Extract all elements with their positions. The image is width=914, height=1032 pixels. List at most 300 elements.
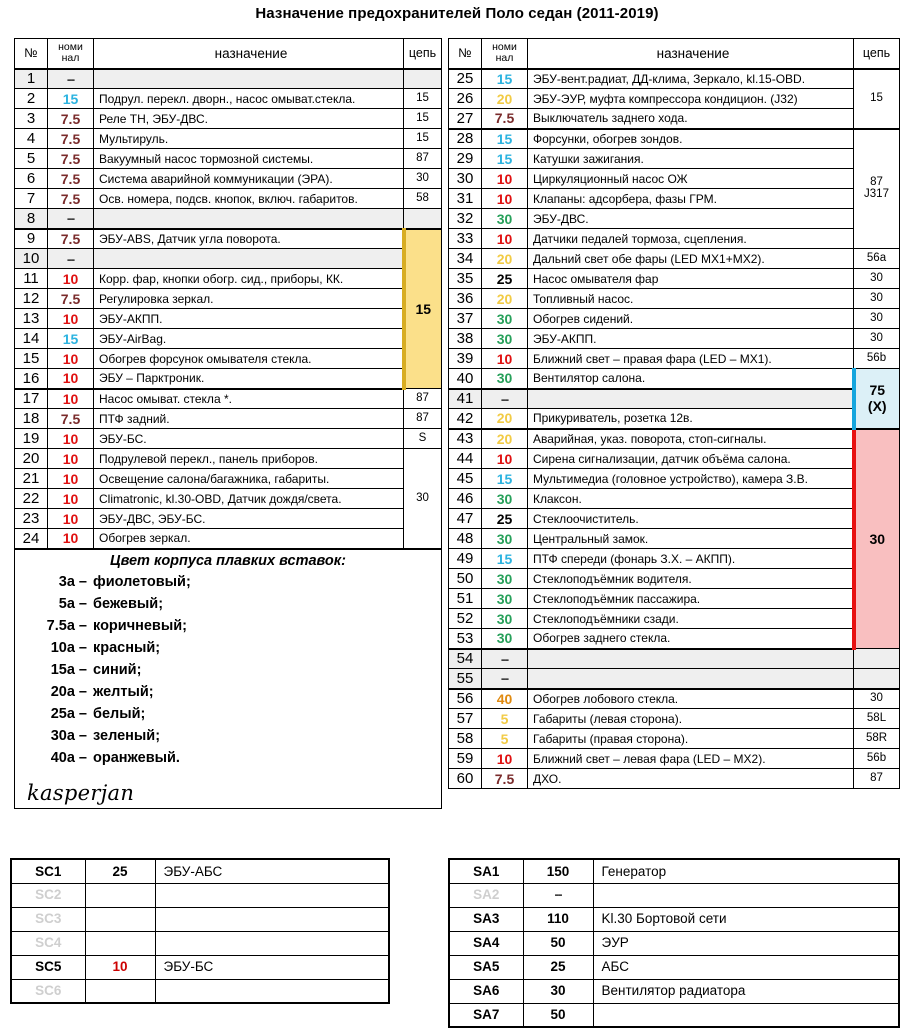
sc-fuse-table-wrapper xyxy=(10,858,390,1004)
sa-id-cell: SA4 xyxy=(449,931,523,955)
fuse-circuit-cell: 87 xyxy=(854,769,900,789)
fuse-description-cell: Обогрев заднего стекла. xyxy=(528,629,854,649)
fuse-description-cell xyxy=(528,669,854,689)
fuse-rating-cell: 5 xyxy=(482,709,528,729)
table-row xyxy=(449,429,900,449)
fuse-number-cell: 21 xyxy=(15,469,48,489)
table-row xyxy=(15,489,442,509)
fuse-description-cell: Насос омывателя фар xyxy=(528,269,854,289)
table-row xyxy=(15,369,442,389)
fuse-rating-cell: 10 xyxy=(482,189,528,209)
legend-item-color: бежевый; xyxy=(93,596,164,613)
legend-item xyxy=(15,703,441,725)
fuse-number-cell: 27 xyxy=(449,109,482,129)
table-row xyxy=(449,89,900,109)
fuse-rating-cell: 25 xyxy=(482,269,528,289)
fuse-rating-cell: 30 xyxy=(482,609,528,629)
circuit-group-30: 30 xyxy=(854,429,900,649)
sa-description-cell: Вентилятор радиатора xyxy=(593,979,899,1003)
sc-id-cell: SC6 xyxy=(11,979,85,1003)
fuse-rating-cell: 10 xyxy=(48,369,94,389)
legend-item-rating: 7.5а – xyxy=(46,618,87,635)
fuse-description-cell: Вакуумный насос тормозной системы. xyxy=(94,149,404,169)
table-row xyxy=(449,769,900,789)
table-row xyxy=(449,529,900,549)
fuse-circuit-cell xyxy=(854,669,900,689)
fuse-number-cell: 17 xyxy=(15,389,48,409)
table-row xyxy=(449,189,900,209)
table-row xyxy=(449,629,900,649)
table-row xyxy=(15,109,442,129)
fuse-description-cell: ЭБУ-ДВС, ЭБУ-БС. xyxy=(94,509,404,529)
table-row xyxy=(15,129,442,149)
sc-rating-cell: 25 xyxy=(85,859,155,883)
sc-description-cell xyxy=(155,979,389,1003)
fuse-description-cell: Подрулевой перекл., панель приборов. xyxy=(94,449,404,469)
sc-id-cell: SC4 xyxy=(11,931,85,955)
fuse-description-cell xyxy=(94,209,404,229)
fuse-description-cell: Катушки зажигания. xyxy=(528,149,854,169)
fuse-rating-cell: 10 xyxy=(48,489,94,509)
fuse-description-cell: Осв. номера, подсв. кнопок, включ. габаритов. xyxy=(94,189,404,209)
table-row xyxy=(449,729,900,749)
fuse-description-cell: Подрул. перекл. дворн., насос омыват.стекла. xyxy=(94,89,404,109)
table-row xyxy=(449,449,900,469)
table-row xyxy=(449,309,900,329)
legend-item-rating: 30а – xyxy=(50,728,87,745)
table-row xyxy=(15,249,442,269)
fuse-description-cell: Обогрев форсунок омывателя стекла. xyxy=(94,349,404,369)
table-row xyxy=(15,229,442,249)
fuse-rating-cell: 10 xyxy=(48,429,94,449)
fuse-rating-cell: 10 xyxy=(48,309,94,329)
table-row xyxy=(15,529,442,549)
fuse-rating-cell: 7.5 xyxy=(48,149,94,169)
table-row xyxy=(15,189,442,209)
right-fuse-table xyxy=(448,38,900,789)
sa-row xyxy=(449,907,899,931)
fuse-number-cell: 19 xyxy=(15,429,48,449)
table-row xyxy=(449,349,900,369)
legend-item xyxy=(15,681,441,703)
fuse-rating-cell: 15 xyxy=(482,469,528,489)
fuse-number-cell: 9 xyxy=(15,229,48,249)
fuse-circuit-cell: 87 xyxy=(404,149,442,169)
sc-row xyxy=(11,883,389,907)
fuse-description-cell: Габариты (правая сторона). xyxy=(528,729,854,749)
sc-row xyxy=(11,859,389,883)
header-nominal: номи нал xyxy=(482,39,528,69)
table-row xyxy=(449,409,900,429)
fuse-rating-cell: 7.5 xyxy=(48,169,94,189)
fuse-number-cell: 6 xyxy=(15,169,48,189)
table-row xyxy=(15,169,442,189)
fuse-rating-cell: 10 xyxy=(482,229,528,249)
fuse-rating-cell: 7.5 xyxy=(48,189,94,209)
header-purpose: назначение xyxy=(528,39,854,69)
fuse-description-cell: Клапаны: адсорбера, фазы ГРМ. xyxy=(528,189,854,209)
table-row xyxy=(15,389,442,409)
circuit-group-30: 30 xyxy=(404,449,442,549)
fuse-description-cell: Габариты (левая сторона). xyxy=(528,709,854,729)
sa-row xyxy=(449,955,899,979)
table-row xyxy=(15,429,442,449)
table-row xyxy=(15,509,442,529)
fuse-number-cell: 31 xyxy=(449,189,482,209)
fuse-circuit-cell: 56a xyxy=(854,249,900,269)
fuse-number-cell: 45 xyxy=(449,469,482,489)
fuse-rating-cell: 5 xyxy=(482,729,528,749)
fuse-rating-cell: 10 xyxy=(48,389,94,409)
fuse-number-cell: 24 xyxy=(15,529,48,549)
fuse-description-cell: Обогрев лобового стекла. xyxy=(528,689,854,709)
fuse-number-cell: 11 xyxy=(15,269,48,289)
fuse-rating-cell: -- xyxy=(48,209,94,229)
fuse-circuit-cell: 58R xyxy=(854,729,900,749)
table-row xyxy=(15,309,442,329)
table-row xyxy=(449,389,900,409)
table-row xyxy=(449,749,900,769)
table-row xyxy=(449,169,900,189)
table-row xyxy=(449,689,900,709)
fuse-description-cell: Реле ТН, ЭБУ-ДВС. xyxy=(94,109,404,129)
sa-rating-cell: 150 xyxy=(523,859,593,883)
fuse-rating-cell: 30 xyxy=(482,569,528,589)
sa-row xyxy=(449,979,899,1003)
sa-id-cell: SA2 xyxy=(449,883,523,907)
fuse-description-cell: Вентилятор салона. xyxy=(528,369,854,389)
sc-id-cell: SC3 xyxy=(11,907,85,931)
table-row xyxy=(15,89,442,109)
table-row xyxy=(15,409,442,429)
sa-id-cell: SA6 xyxy=(449,979,523,1003)
sc-row xyxy=(11,955,389,979)
fuse-description-cell: Стеклоочиститель. xyxy=(528,509,854,529)
header-circuit: цепь xyxy=(404,39,442,69)
fuse-rating-cell: 15 xyxy=(482,549,528,569)
fuse-number-cell: 25 xyxy=(449,69,482,89)
table-row xyxy=(449,509,900,529)
legend-item-rating: 5а – xyxy=(58,596,87,613)
legend-item-rating: 20а – xyxy=(50,684,87,701)
fuse-description-cell: Корр. фар, кнопки обогр. сид., приборы, КК. xyxy=(94,269,404,289)
sc-id-cell: SC2 xyxy=(11,883,85,907)
fuse-description-cell: Стеклоподъёмник водителя. xyxy=(528,569,854,589)
left-fuse-table xyxy=(14,38,442,809)
fuse-number-cell: 44 xyxy=(449,449,482,469)
header-no: № xyxy=(449,39,482,69)
table-row xyxy=(449,649,900,669)
author-signature: kasperjan xyxy=(27,781,135,806)
table-row xyxy=(449,249,900,269)
circuit-group-15-yellow: 15 xyxy=(404,229,442,389)
fuse-circuit-cell: 30 xyxy=(854,289,900,309)
table-row xyxy=(15,329,442,349)
sa-description-cell: АБС xyxy=(593,955,899,979)
fuse-rating-cell: 10 xyxy=(48,469,94,489)
fuse-number-cell: 49 xyxy=(449,549,482,569)
fuse-color-legend xyxy=(15,549,442,809)
fuse-description-cell xyxy=(94,249,404,269)
fuse-number-cell: 57 xyxy=(449,709,482,729)
table-row xyxy=(15,269,442,289)
fuse-rating-cell: 7.5 xyxy=(48,289,94,309)
fuse-number-cell: 35 xyxy=(449,269,482,289)
sa-row xyxy=(449,859,899,883)
fuse-number-cell: 56 xyxy=(449,689,482,709)
sa-row xyxy=(449,883,899,907)
sc-id-cell: SC1 xyxy=(11,859,85,883)
fuse-circuit-cell xyxy=(854,649,900,669)
fuse-rating-cell: 10 xyxy=(482,449,528,469)
sa-id-cell: SA7 xyxy=(449,1003,523,1027)
fuse-number-cell: 29 xyxy=(449,149,482,169)
table-row xyxy=(15,449,442,469)
fuse-rating-cell: 25 xyxy=(482,509,528,529)
table-row xyxy=(15,469,442,489)
table-row xyxy=(449,549,900,569)
table-row xyxy=(449,229,900,249)
sa-row xyxy=(449,931,899,955)
fuse-number-cell: 48 xyxy=(449,529,482,549)
fuse-number-cell: 55 xyxy=(449,669,482,689)
fuse-number-cell: 22 xyxy=(15,489,48,509)
fuse-description-cell: ЭБУ-ДВС. xyxy=(528,209,854,229)
fuse-description-cell xyxy=(94,69,404,89)
fuse-number-cell: 50 xyxy=(449,569,482,589)
fuse-rating-cell: 7.5 xyxy=(482,769,528,789)
legend-list xyxy=(15,571,441,769)
table-row xyxy=(449,589,900,609)
fuse-number-cell: 37 xyxy=(449,309,482,329)
legend-title: Цвет корпуса плавких вставок: xyxy=(110,552,346,569)
fuse-description-cell: ЭБУ-AirBag. xyxy=(94,329,404,349)
fuse-number-cell: 58 xyxy=(449,729,482,749)
fuse-description-cell: ПТФ задний. xyxy=(94,409,404,429)
sa-description-cell xyxy=(593,1003,899,1027)
fuse-number-cell: 8 xyxy=(15,209,48,229)
fuse-number-cell: 46 xyxy=(449,489,482,509)
fuse-description-cell: Насос омыват. стекла *. xyxy=(94,389,404,409)
fuse-circuit-cell: 15 xyxy=(404,89,442,109)
sa-description-cell: Kl.30 Бортовой сети xyxy=(593,907,899,931)
table-row xyxy=(449,149,900,169)
fuse-number-cell: 33 xyxy=(449,229,482,249)
sc-rating-cell xyxy=(85,979,155,1003)
fuse-number-cell: 15 xyxy=(15,349,48,369)
fuse-circuit-cell: 30 xyxy=(404,169,442,189)
fuse-rating-cell: 30 xyxy=(482,589,528,609)
fuse-number-cell: 43 xyxy=(449,429,482,449)
table-header-row xyxy=(15,39,442,69)
fuse-description-cell: Освещение салона/багажника, габариты. xyxy=(94,469,404,489)
legend-item-color: зеленый; xyxy=(93,728,161,745)
fuse-rating-cell: 10 xyxy=(482,749,528,769)
fuse-rating-cell: 40 xyxy=(482,689,528,709)
fuse-circuit-cell: 15 xyxy=(404,109,442,129)
table-row xyxy=(15,349,442,369)
legend-item-rating: 10а – xyxy=(50,640,87,657)
fuse-rating-cell: 15 xyxy=(48,89,94,109)
fuse-description-cell: ЭБУ-БС. xyxy=(94,429,404,449)
table-row xyxy=(15,149,442,169)
fuse-number-cell: 42 xyxy=(449,409,482,429)
fuse-rating-cell: 30 xyxy=(482,529,528,549)
fuse-circuit-cell: 30 xyxy=(854,689,900,709)
fuse-description-cell: Climatronic, kl.30-OBD, Датчик дождя/света. xyxy=(94,489,404,509)
legend-item-rating: 40а – xyxy=(50,750,87,767)
fuse-rating-cell: 20 xyxy=(482,429,528,449)
fuse-description-cell: Стеклоподъёмники сзади. xyxy=(528,609,854,629)
table-row xyxy=(449,709,900,729)
legend-item-color: синий; xyxy=(93,662,142,679)
sa-fuse-table-wrapper xyxy=(448,858,900,1028)
fuse-number-cell: 59 xyxy=(449,749,482,769)
sa-description-cell: ЭУР xyxy=(593,931,899,955)
fuse-description-cell xyxy=(528,649,854,669)
fuse-number-cell: 60 xyxy=(449,769,482,789)
fuse-description-cell: ЭБУ – Парктроник. xyxy=(94,369,404,389)
fuse-number-cell: 34 xyxy=(449,249,482,269)
fuse-number-cell: 23 xyxy=(15,509,48,529)
header-nominal: номи нал xyxy=(48,39,94,69)
fuse-rating-cell: 30 xyxy=(482,489,528,509)
legend-item-color: белый; xyxy=(93,706,146,723)
fuse-rating-cell: -- xyxy=(48,69,94,89)
fuse-rating-cell: 7.5 xyxy=(48,229,94,249)
fuse-rating-cell: 10 xyxy=(48,529,94,549)
fuse-description-cell: Аварийная, указ. поворота, стоп-сигналы. xyxy=(528,429,854,449)
fuse-rating-cell: 7.5 xyxy=(48,109,94,129)
fuse-number-cell: 1 xyxy=(15,69,48,89)
fuse-description-cell: Дальний свет обе фары (LED MX1+MX2). xyxy=(528,249,854,269)
legend-item-color: красный; xyxy=(93,640,161,657)
fuse-rating-cell: 20 xyxy=(482,89,528,109)
sc-description-cell xyxy=(155,931,389,955)
fuse-circuit-cell: S xyxy=(404,429,442,449)
sa-rating-cell: 50 xyxy=(523,1003,593,1027)
legend-item xyxy=(15,593,441,615)
table-row xyxy=(15,69,442,89)
sa-id-cell: SA1 xyxy=(449,859,523,883)
fuse-number-cell: 53 xyxy=(449,629,482,649)
legend-item xyxy=(15,571,441,593)
sc-row xyxy=(11,931,389,955)
legend-item-color: фиолетовый; xyxy=(93,574,191,590)
circuit-group-15: 15 xyxy=(854,69,900,129)
sc-fuse-table xyxy=(10,858,390,1004)
fuse-rating-cell: -- xyxy=(48,249,94,269)
fuse-number-cell: 3 xyxy=(15,109,48,129)
fuse-number-cell: 47 xyxy=(449,509,482,529)
header-purpose: назначение xyxy=(94,39,404,69)
sc-description-cell: ЭБУ-БС xyxy=(155,955,389,979)
sa-fuse-table xyxy=(448,858,900,1028)
fuse-rating-cell: 30 xyxy=(482,369,528,389)
fuse-rating-cell: 15 xyxy=(482,149,528,169)
fuse-circuit-cell: 56b xyxy=(854,349,900,369)
legend-item xyxy=(15,615,441,637)
legend-item-color: оранжевый. xyxy=(93,750,180,767)
table-row xyxy=(15,209,442,229)
table-row xyxy=(449,489,900,509)
fuse-description-cell: Центральный замок. xyxy=(528,529,854,549)
table-row xyxy=(449,369,900,389)
fuse-number-cell: 28 xyxy=(449,129,482,149)
fuse-circuit-cell xyxy=(404,69,442,89)
fuse-rating-cell: 15 xyxy=(482,69,528,89)
legend-item xyxy=(15,725,441,747)
fuse-rating-cell: 7.5 xyxy=(482,109,528,129)
fuse-description-cell: Ближний свет – левая фара (LED – MX2). xyxy=(528,749,854,769)
sc-row xyxy=(11,907,389,931)
fuse-description-cell: Мультимедиа (головное устройство), камера З.В. xyxy=(528,469,854,489)
fuse-rating-cell: 10 xyxy=(482,169,528,189)
fuse-number-cell: 10 xyxy=(15,249,48,269)
fuse-rating-cell: 10 xyxy=(482,349,528,369)
fuse-rating-cell: 15 xyxy=(48,329,94,349)
fuse-number-cell: 32 xyxy=(449,209,482,229)
sc-rating-cell: 10 xyxy=(85,955,155,979)
table-row xyxy=(449,209,900,229)
sa-id-cell: SA3 xyxy=(449,907,523,931)
table-row xyxy=(449,469,900,489)
sa-description-cell xyxy=(593,883,899,907)
table-row xyxy=(449,269,900,289)
sa-row xyxy=(449,1003,899,1027)
header-no: № xyxy=(15,39,48,69)
fuse-description-cell: Прикуриватель, розетка 12в. xyxy=(528,409,854,429)
fuse-number-cell: 41 xyxy=(449,389,482,409)
legend-item-color: коричневый; xyxy=(93,618,187,635)
sa-rating-cell: 110 xyxy=(523,907,593,931)
sa-description-cell: Генератор xyxy=(593,859,899,883)
table-row xyxy=(15,289,442,309)
fuse-rating-cell: 7.5 xyxy=(48,409,94,429)
fuse-number-cell: 12 xyxy=(15,289,48,309)
sc-rating-cell xyxy=(85,907,155,931)
fuse-description-cell: Обогрев зеркал. xyxy=(94,529,404,549)
legend-item-rating: 3а – xyxy=(58,574,87,590)
fuse-rating-cell: 10 xyxy=(48,449,94,469)
sc-description-cell xyxy=(155,883,389,907)
fuse-description-cell: Сирена сигнализации, датчик объёма салона. xyxy=(528,449,854,469)
fuse-rating-cell: 7.5 xyxy=(48,129,94,149)
table-row xyxy=(449,109,900,129)
fuse-rating-cell: 15 xyxy=(482,129,528,149)
fuse-number-cell: 16 xyxy=(15,369,48,389)
fuse-description-cell: Стеклоподъёмник пассажира. xyxy=(528,589,854,609)
legend-row xyxy=(15,549,442,809)
fuse-description-cell: Выключатель заднего хода. xyxy=(528,109,854,129)
fuse-circuit-cell: 30 xyxy=(854,309,900,329)
legend-item-rating: 15а – xyxy=(50,662,87,679)
fuse-number-cell: 7 xyxy=(15,189,48,209)
fuse-description-cell: Обогрев сидений. xyxy=(528,309,854,329)
table-row xyxy=(449,129,900,149)
fuse-rating-cell: 10 xyxy=(48,349,94,369)
right-fuse-table-wrapper xyxy=(448,38,900,789)
fuse-rating-cell: 30 xyxy=(482,209,528,229)
fuse-rating-cell: -- xyxy=(482,389,528,409)
fuse-number-cell: 40 xyxy=(449,369,482,389)
fuse-description-cell: Топливный насос. xyxy=(528,289,854,309)
fuse-number-cell: 51 xyxy=(449,589,482,609)
fuse-description-cell: ЭБУ-вент.радиат, ДД-клима, Зеркало, kl.15-OBD. xyxy=(528,69,854,89)
circuit-group-87-j317: 87 J317 xyxy=(854,129,900,249)
fuse-rating-cell: 30 xyxy=(482,329,528,349)
fuse-rating-cell: -- xyxy=(482,669,528,689)
